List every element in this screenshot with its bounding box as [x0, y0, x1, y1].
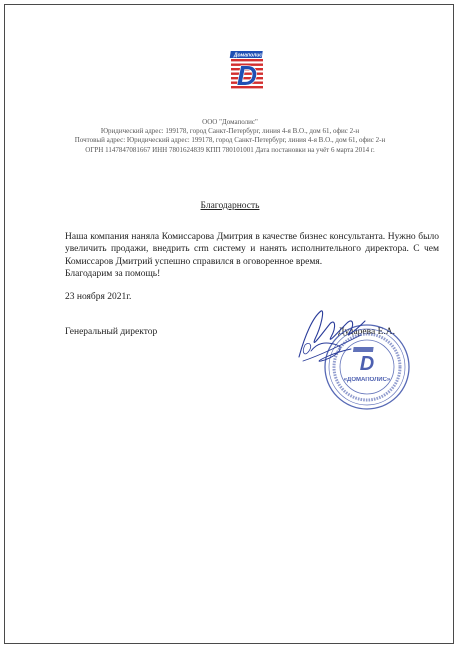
document-page: [4, 4, 454, 644]
company-requisites: [5, 118, 455, 155]
body-paragraph: Наша компания наняла Комиссарова Дмитрия в качестве бизнес консультанта. Нужно было увеличить продажи, внедрить crm систему и нанять исполнительного директора. С чем Комиссаров Дмитрий успешно справился в оговоренное время.: [65, 232, 439, 267]
logo-letter: D: [236, 60, 258, 91]
logo-text: Домаполис: [233, 52, 263, 59]
legal-address: Юридический адрес: 199178, город Санкт-Петербург, линия 4-я В.О., дом 61, офис 2-н: [100, 127, 360, 136]
postal-address: Почтовый адрес: Юридический адрес: 199178, город Санкт-Петербург, линия 4-я В.О., дом 61, офис 2-н: [74, 136, 386, 145]
stamp-letter: D: [359, 353, 375, 375]
signer-name: Дударева Е.А.: [338, 327, 396, 337]
letter-date: 23 ноября 2021г.: [65, 292, 132, 302]
handwritten-signature: [291, 305, 373, 373]
body-thanks: Благодарим за помощь!: [65, 269, 161, 280]
signer-role: Генеральный директор: [65, 327, 158, 337]
company-logo: [227, 49, 267, 91]
letter-body: [65, 231, 439, 281]
stamp-center-text: «ДОМАПОЛИС»: [343, 377, 391, 383]
company-name: ООО "Домаполис": [202, 118, 258, 126]
registration-info: ОГРН 1147847081667 ИНН 7801624839 КПП 780101001 Дата постановки на учёт 6 марта 2014 г.: [85, 145, 375, 154]
letter-title: Благодарность: [200, 201, 260, 211]
